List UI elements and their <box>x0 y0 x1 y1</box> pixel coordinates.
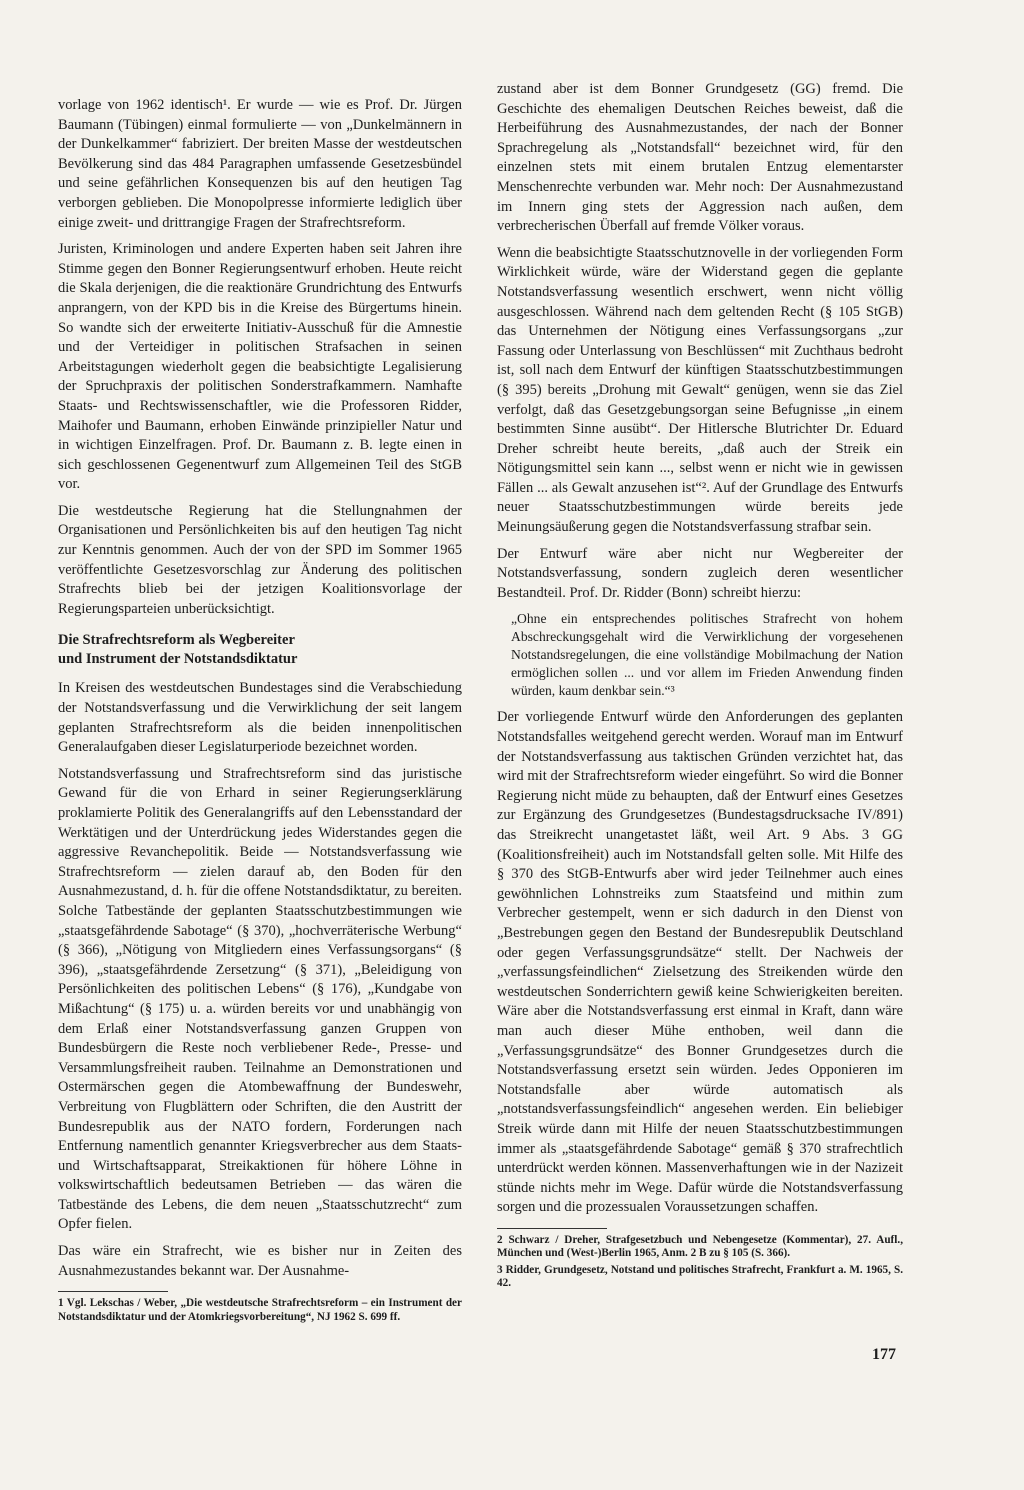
footnote: 3 Ridder, Grundgesetz, Notstand und politisches Strafrecht, Frankfurt a. M. 1965, S. 42. <box>497 1263 903 1290</box>
paragraph: vorlage von 1962 identisch¹. Er wurde — wie es Prof. Dr. Jürgen Baumann (Tübingen) einmal formulierte — von „Dunkelmännern in der Dunkelkammer“ fabriziert. Der breiten Masse der westdeutschen Bevölkerung sind das 484 Paragraphen umfassende Gesetzesbündel und seine gefährlichen Konsequenzen bis auf den heutigen Tag verborgen geblieben. Die Monopolpresse informierte lediglich über einige zweit- und drittrangige Fragen der Strafrechtsreform. <box>58 97 462 231</box>
paragraph: Die westdeutsche Regierung hat die Stellungnahmen der Organisationen und Persönlichkeiten bis auf den heutigen Tag nicht zur Kenntnis genommen. Auch der von der SPD im Sommer 1965 veröffentlichte Gesetzesvorschlag zur Änderung des politischen Strafrechts blieb bei der jetzigen Koalitionsvorlage der Regierungsparteien unberücksichtigt. <box>58 502 462 617</box>
right-column <box>497 80 903 1294</box>
footnote: 2 Schwarz / Dreher, Strafgesetzbuch und Nebengesetze (Kommentar), 27. Aufl., München und (West-)Berlin 1965, Anm. 2 B zu § 105 (S. 366). <box>497 1233 903 1260</box>
block-quote: „Ohne ein entsprechendes politisches Strafrecht von hohem Abschreckungsgehalt wird die Verwirklichung der vorgesehenen Notstandsregelungen, die eine vollständige Mobilmachung der Nation ermöglichen sollen ... und vor allem im Frieden Anwendung finden würden, kaum denkbar sein.“³ <box>511 611 903 699</box>
paragraph: Wenn die beabsichtigte Staatsschutznovelle in der vorliegenden Form Wirklichkeit würde, wäre der Widerstand gegen die geplante Notstandsverfassung wesentlich erschwert, wenn nicht völlig ausgeschlossen. Während nach dem geltenden Recht (§ 105 StGB) das Unternehmen der Nötigung eines Verfassungsorgans „zur Fassung oder Unterlassung von Beschlüssen“ mit Zuchthaus bedroht ist, soll nach dem Entwurf der künftigen Staatsschutzbestimmungen (§ 395) bereits „Drohung mit Gewalt“ genügen, wenn sie das Ziel verfolgt, daß das Gesetzgebungsorgan seine Befugnisse „in einem bestimmten Sinne ausübt“. Der Hitlersche Blutrichter Dr. Eduard Dreher schreibt heute bereits, „daß auch der Streik ein Nötigungsmittel sein kann ..., selbst wenn er nicht wie in gewissen Fällen ... als Gewalt anzusehen ist“². Auf der Grundlage des Entwurfs neuer Staatsschutzbestimmungen würde bereits jede Meinungsäußerung gegen die Notstandsverfassung strafbar sein. <box>497 244 903 536</box>
paragraph: Juristen, Kriminologen und andere Experten haben seit Jahren ihre Stimme gegen den Bonner Regierungsentwurf erhoben. Heute reicht die Skala derjenigen, die die reaktionäre Grundrichtung des Entwurfs anprangern, von der KPD bis in die Kreise des Bürgertums hinein. So wandte sich der erweiterte Initiativ-Ausschuß für die Amnestie und der Verteidiger in politischen Strafsachen in seinen Arbeitstagungen wiederholt gegen die beabsichtigte Legalisierung der Spruchpraxis der politischen Sonderstrafkammern. Namhafte Staats- und Rechtswissenschaftler, wie die Professoren Ridder, Maihofer und Baumann, erhoben Einwände prinzipieller Natur und in wichtigen Einzelfragen. Prof. Dr. Baumann z. B. legte einen in sich geschlossenen Gegenentwurf zum Allgemeinen Teil des StGB vor. <box>58 241 462 493</box>
section-heading <box>58 631 462 669</box>
section-heading-line: und Instrument der Notstandsdiktatur <box>58 651 298 668</box>
paragraph: zustand aber ist dem Bonner Grundgesetz (GG) fremd. Die Geschichte des ehemaligen Deutschen Reiches beweist, daß die Herbeiführung des Ausnahmezustandes, der nach der Bonner Sprachregelung als „Notstandsfall“ bezeichnet wird, für den einzelnen stets mit einem brutalen Entzug elementarster Menschenrechte verbunden war. Mehr noch: Der Ausnahmezustand im Innern ging stets der Aggression nach außen, dem verbrecherischen Überfall auf fremde Völker voraus. <box>497 81 903 235</box>
paragraph: Notstandsverfassung und Strafrechtsreform sind das juristische Gewand für die von Erhard in seiner Regierungserklärung proklamierte Politik des Generalangriffs auf den Lebensstandard der Werktätigen und der Unterdrückung jedes Widerstandes gegen die aggressive Revanchepolitik. Beide — Notstandsverfassung wie Strafrechtsreform — zielen darauf ab, den Boden für den Ausnahmezustand, d. h. für die offene Notstandsdiktatur, zu bereiten. Solche Tatbestände der geplanten Staatsschutzbestimmungen wie „staatsgefährdende Sabotage“ (§ 370), „hochverräterische Werbung“ (§ 366), „Nötigung von Mitgliedern eines Verfassungsorgans“ (§ 396), „staatsgefährdende Zersetzung“ (§ 371), „Beleidigung von Persönlichkeiten des politischen Lebens“ (§ 176), „Kundgabe von Mißachtung“ (§ 175) u. a. würden bereits vor und unabhängig von dem Erlaß einer Notstandsverfassung ganzen Gruppen von Bundesbürgern die Reste noch verbliebener Rede-, Presse- und Versammlungsfreiheit rauben. Teilnahme an Demonstrationen und Ostermärschen gegen die Atombewaffnung der Bundeswehr, Verbreitung von Flugblättern oder Schriften, die den Austritt der Bundesrepublik aus der NATO fordern, Forderungen nach Entfernung namentlich genannter Kriegsverbrecher aus dem Staats- und Wirtschaftsapparat, Streikaktionen für höhere Löhne in volkswirtschaftlich bedeutsamen Betrieben — das wären die Tatbestände des Lebens, die dem neuen „Staatsschutzrecht“ zum Opfer fielen. <box>58 765 462 1233</box>
left-column <box>58 96 462 1327</box>
paragraph: In Kreisen des westdeutschen Bundestages sind die Verabschiedung der Notstandsverfassung und die Verwirklichung der seit langem geplanten Strafrechtsreform als die beiden innenpolitischen Generalaufgaben dieser Legislaturperiode bezeichnet worden. <box>58 680 462 756</box>
footnote-divider <box>58 1291 168 1292</box>
paragraph: Der vorliegende Entwurf würde den Anforderungen des geplanten Notstandsfalles weitgehend gerecht werden. Worauf man im Entwurf der Notstandsverfassung aus taktischen Gründen verzichtet hat, das wird mit der Strafrechtsreform wieder eingeführt. So wird die Bonner Regierung nicht müde zu behaupten, daß der Entwurf eines Gesetzes zur Ergänzung des Grundgesetzes (Bundestagsdrucksache IV/891) das Streikrecht unangetastet läßt, weil Art. 9 Abs. 3 GG (Koalitionsfreiheit) auch im Notstandsfall gelten solle. Mit Hilfe des § 370 des StGB-Entwurfs aber wird jeder Teilnehmer auch eines gewöhnlichen Lohnstreiks zum Staatsfeind und mithin zum Verbrecher gestempelt, wenn er sich dadurch in den Dienst von „Bestrebungen gegen den Bestand der Bundesrepublik Deutschland oder gegen Verfassungsgrundsätze“ stellt. Der Nachweis der „verfassungsfeindlichen“ Zielsetzung des Streikenden würde den westdeutschen Sonderrichtern gewiß keine Schwierigkeiten bereiten. Wäre aber die Notstandsverfassung erst einmal in Kraft, dann wäre man auch dieser Mühe enthoben, weil dann die „Verfassungsgrundsätze“ des Bonner Grundgesetzes durch die Notstandsverfassung ersetzt sein würden. Jedes Opponieren im Notstandsfalle aber würde automatisch als „notstandsverfassungsfeindlich“ angesehen werden. Ein beliebiger Streik würde dann mit Hilfe der neuen Staatsschutzbestimmungen immer als „staatsgefährdende Sabotage“ gemäß § 370 strafrechtlich unterdrückt werden können. Massenverhaftungen wie in der Nazizeit stünde nichts mehr im Wege. Dafür würde die Notstandsverfassung sorgen und die prozessualen Voraussetzungen schaffen. <box>497 709 903 1216</box>
page-number: 177 <box>872 1346 896 1363</box>
footnote: 1 Vgl. Lekschas / Weber, „Die westdeutsche Strafrechtsreform – ein Instrument der Notstandsdiktatur und der Atomkriegsvorbereitung“, NJ 1962 S. 699 ff. <box>58 1297 462 1323</box>
section-heading-line: Die Strafrechtsreform als Wegbereiter <box>58 632 295 649</box>
paragraph: Das wäre ein Strafrecht, wie es bisher nur in Zeiten des Ausnahmezustandes bekannt war. Der Ausnahme- <box>58 1243 462 1279</box>
paragraph: Der Entwurf wäre aber nicht nur Wegbereiter der Notstandsverfassung, sondern zugleich deren wesentlicher Bestandteil. Prof. Dr. Ridder (Bonn) schreibt hierzu: <box>497 545 903 601</box>
footnote-divider <box>497 1228 607 1229</box>
